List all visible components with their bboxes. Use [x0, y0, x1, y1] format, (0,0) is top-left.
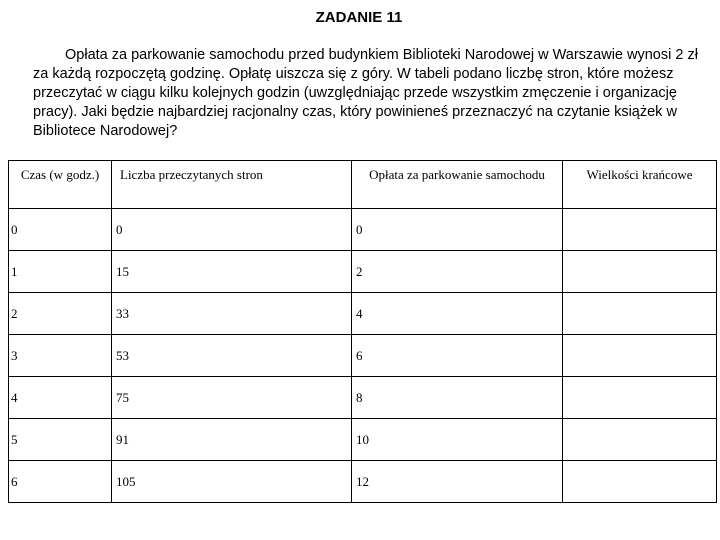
cell-pages: 0 — [112, 209, 352, 251]
cell-time: 0 — [9, 209, 112, 251]
cell-fee: 10 — [352, 419, 563, 461]
cell-fee: 0 — [352, 209, 563, 251]
cell-time: 6 — [9, 461, 112, 503]
cell-fee: 6 — [352, 335, 563, 377]
table-row — [9, 377, 717, 419]
table-row — [9, 461, 717, 503]
header-pages: Liczba przeczytanych stron — [112, 161, 352, 209]
page-title: ZADANIE 11 — [315, 9, 403, 26]
cell-marginal — [563, 461, 717, 503]
cell-marginal — [563, 377, 717, 419]
cell-pages: 91 — [112, 419, 352, 461]
table-row — [9, 209, 717, 251]
cell-fee: 12 — [352, 461, 563, 503]
table-row — [9, 293, 717, 335]
cell-time: 2 — [9, 293, 112, 335]
cell-marginal — [563, 419, 717, 461]
cell-pages: 15 — [112, 251, 352, 293]
cell-marginal — [563, 293, 717, 335]
table-row — [9, 419, 717, 461]
cell-pages: 33 — [112, 293, 352, 335]
data-table — [8, 160, 717, 503]
cell-marginal — [563, 251, 717, 293]
task-description: Opłata za parkowanie samochodu przed budynkiem Biblioteki Narodowej w Warszawie wynosi 2 zł za każdą rozpoczętą godzinę. Opłatę uiszcza się z góry. W tabeli podano liczbę stron, które możesz przeczytać w ciągu kilku kolejnych godzin (uwzględniając przede wszystkim zmęczenie i organizację pracy). Jaki będzie najbardziej racjonalny czas, który powinieneś przeznaczyć na czytanie książek w Bibliotece Narodowej? — [33, 47, 698, 139]
cell-marginal — [563, 209, 717, 251]
header-marginal-values: Wielkości krańcowe — [563, 161, 717, 209]
cell-time: 3 — [9, 335, 112, 377]
table-row — [9, 251, 717, 293]
cell-time: 4 — [9, 377, 112, 419]
cell-fee: 4 — [352, 293, 563, 335]
header-parking-fee: Opłata za parkowanie samochodu — [352, 161, 563, 209]
cell-pages: 75 — [112, 377, 352, 419]
table-row — [9, 335, 717, 377]
cell-fee: 8 — [352, 377, 563, 419]
cell-fee: 2 — [352, 251, 563, 293]
cell-time: 5 — [9, 419, 112, 461]
cell-time: 1 — [9, 251, 112, 293]
cell-marginal — [563, 335, 717, 377]
cell-pages: 53 — [112, 335, 352, 377]
cell-pages: 105 — [112, 461, 352, 503]
header-time: Czas (w godz.) — [9, 161, 112, 209]
table-header-row — [9, 161, 717, 209]
